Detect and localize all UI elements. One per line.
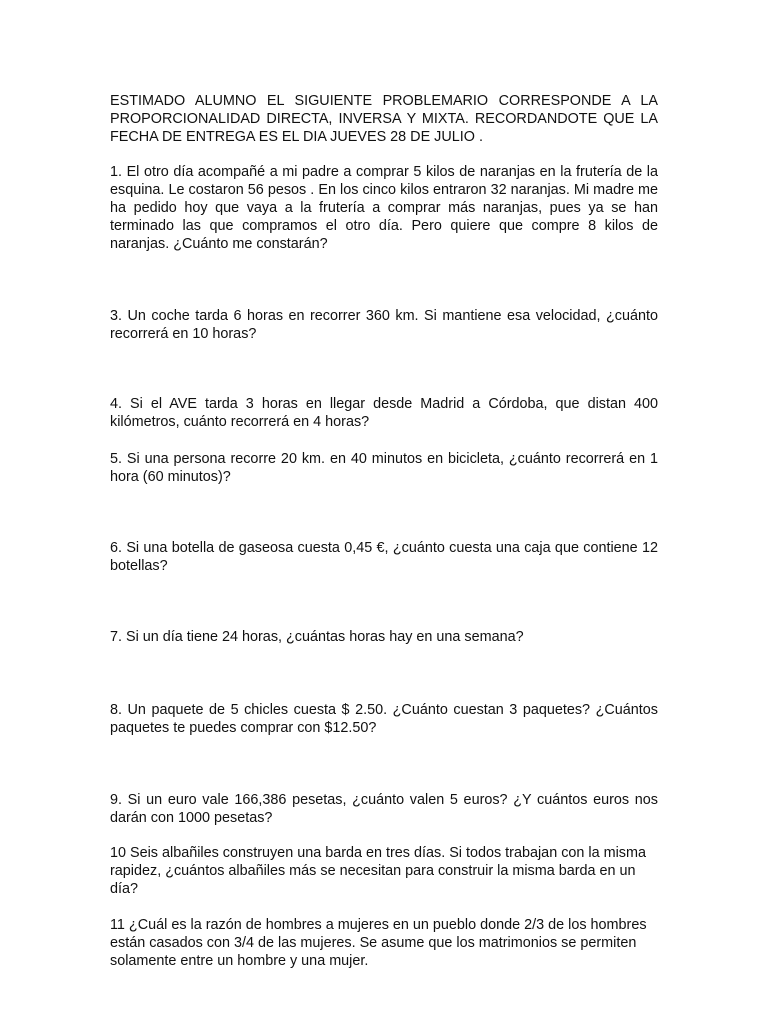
problem-7: 7. Si un día tiene 24 horas, ¿cuántas horas hay en una semana? <box>110 629 524 645</box>
problem-9: 9. Si un euro vale 166,386 pesetas, ¿cuánto valen 5 euros? ¿Y cuántos euros nos darán con 1000 pesetas? <box>110 792 658 826</box>
problem-5: 5. Si una persona recorre 20 km. en 40 minutos en bicicleta, ¿cuánto recorrerá en 1 hora (60 minutos)? <box>110 451 658 485</box>
problem-8: 8. Un paquete de 5 chicles cuesta $ 2.50. ¿Cuánto cuestan 3 paquetes? ¿Cuántos paquetes te puedes comprar con $12.50? <box>110 702 658 736</box>
problem-4: 4. Si el AVE tarda 3 horas en llegar desde Madrid a Córdoba, que distan 400 kilómetros, cuánto recorrerá en 4 horas? <box>110 396 658 430</box>
intro-paragraph: ESTIMADO ALUMNO EL SIGUIENTE PROBLEMARIO CORRESPONDE A LA PROPORCIONALIDAD DIRECTA, INVERSA Y MIXTA. RECORDANDOTE QUE LA FECHA DE ENTREGA ES EL DIA JUEVES 28 DE JULIO . <box>110 93 658 145</box>
problem-10: 10 Seis albañiles construyen una barda en tres días. Si todos trabajan con la misma rapidez, ¿cuántos albañiles más se necesitan para construir la misma barda en un día? <box>110 845 646 897</box>
problem-3: 3. Un coche tarda 6 horas en recorrer 360 km. Si mantiene esa velocidad, ¿cuánto recorrerá en 10 horas? <box>110 308 658 342</box>
problem-1: 1. El otro día acompañé a mi padre a comprar 5 kilos de naranjas en la frutería de la esquina. Le costaron 56 pesos . En los cinco kilos entraron 32 naranjas. Mi madre me ha pedido hoy que vaya a la frutería a comprar más naranjas, pues ya se han terminado las que compramos el otro día. Pero quiere que compre 8 kilos de naranjas. ¿Cuánto me constarán? <box>110 164 658 252</box>
problem-6: 6. Si una botella de gaseosa cuesta 0,45 €, ¿cuánto cuesta una caja que contiene 12 botellas? <box>110 540 658 574</box>
problem-11: 11 ¿Cuál es la razón de hombres a mujeres en un pueblo donde 2/3 de los hombres están casados con 3/4 de las mujeres. Se asume que los matrimonios se permiten solamente entre un hombre y una mujer. <box>110 917 647 969</box>
